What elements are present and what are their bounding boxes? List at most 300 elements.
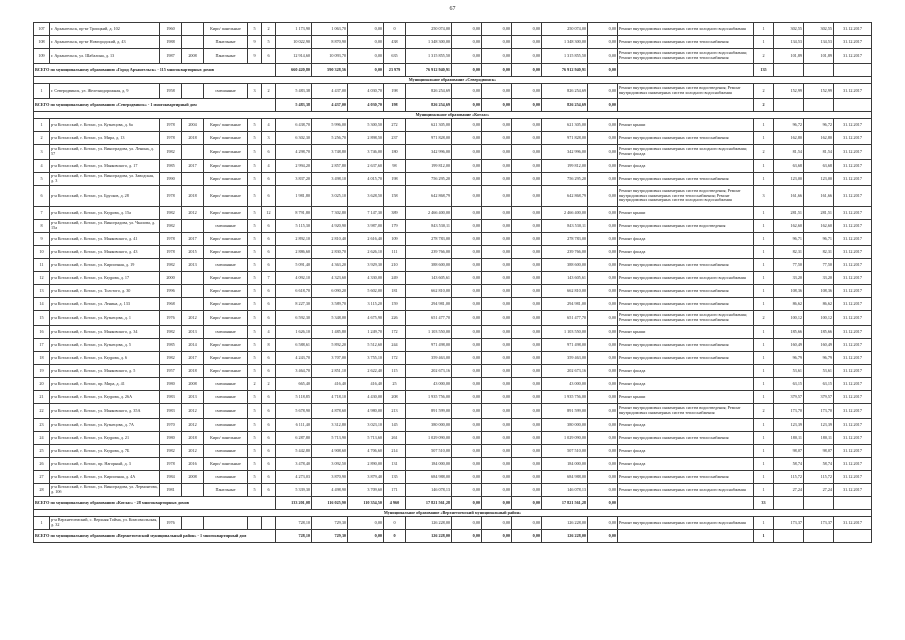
table-cell: 6 bbox=[262, 365, 276, 378]
table-cell bbox=[774, 64, 804, 77]
table-cell: 1 315 855,50 bbox=[406, 49, 452, 64]
table-cell: 1 485,80 bbox=[312, 326, 348, 339]
table-cell: 2018 bbox=[182, 432, 204, 445]
table-cell bbox=[804, 530, 834, 543]
table-cell: 2 892,10 bbox=[276, 233, 312, 246]
table-cell: 0,00 bbox=[452, 378, 482, 391]
table-cell: 5 bbox=[248, 207, 262, 220]
table-cell: 0,00 bbox=[512, 365, 542, 378]
table-cell: р-н Котласский, г. Котлас, ул. Толстого, д. 30 bbox=[50, 285, 160, 298]
table-cell: 1 315 855,50 bbox=[542, 49, 588, 64]
table-cell: смешанные bbox=[204, 378, 248, 391]
table-cell: 0,00 bbox=[512, 132, 542, 145]
table-cell: 7 bbox=[34, 207, 50, 220]
table-cell bbox=[618, 497, 754, 510]
table-cell: 108 bbox=[34, 36, 50, 49]
table-cell: 1 bbox=[754, 445, 774, 458]
table-cell: 3 879,40 bbox=[348, 471, 384, 484]
table-cell: 5 996,00 bbox=[312, 119, 348, 132]
table-cell: 0,00 bbox=[512, 145, 542, 160]
table-cell: 507 510,00 bbox=[542, 445, 588, 458]
table-cell bbox=[618, 99, 754, 112]
table-cell: 281,51 bbox=[774, 207, 804, 220]
table-cell: 3 707,00 bbox=[312, 352, 348, 365]
table-cell: 0,00 bbox=[512, 484, 542, 497]
table-cell bbox=[774, 497, 804, 510]
table-cell: 6 bbox=[262, 173, 276, 186]
table-cell: 1 bbox=[754, 132, 774, 145]
table-cell: Кирп/ панельные bbox=[204, 458, 248, 471]
municipality-header-row bbox=[34, 510, 872, 517]
table-cell: 1982 bbox=[160, 352, 182, 365]
table-cell: 180,11 bbox=[774, 432, 804, 445]
table-cell: 0,00 bbox=[348, 64, 384, 77]
table-cell: 1 348 300,00 bbox=[406, 36, 452, 49]
table-cell: Ремонт внутридомовых инженерных систем теплоснабжения bbox=[618, 352, 754, 365]
table-cell: 17 bbox=[34, 339, 50, 352]
table-cell: Ремонт внутридомовых инженерных систем холодного водоснабжения bbox=[618, 484, 754, 497]
table-cell: 199 812,00 bbox=[406, 160, 452, 173]
table-cell: 6 bbox=[262, 145, 276, 160]
table-cell: 642 868,79 bbox=[542, 186, 588, 207]
table-cell: 31.12.2017 bbox=[834, 285, 872, 298]
table-cell: 0,00 bbox=[512, 458, 542, 471]
table-cell: Муниципальное образование «Северодвинск» bbox=[34, 77, 872, 84]
table-cell: 159 bbox=[384, 298, 406, 311]
table-cell: 123,00 bbox=[774, 173, 804, 186]
table-cell: 2008 bbox=[182, 378, 204, 391]
table-cell: Кирп/ панельные bbox=[204, 145, 248, 160]
table-cell bbox=[182, 36, 204, 49]
table-cell: 101,89 bbox=[804, 49, 834, 64]
table-cell: 5 bbox=[248, 119, 262, 132]
table-cell: 5 678,90 bbox=[276, 404, 312, 419]
table-cell bbox=[618, 64, 754, 77]
table-cell: 4 980,00 bbox=[348, 404, 384, 419]
table-cell: 1978 bbox=[160, 132, 182, 145]
table-cell: 3 746,00 bbox=[348, 145, 384, 160]
table-cell: 15 bbox=[34, 311, 50, 326]
table-cell: 9 bbox=[248, 36, 262, 49]
table-row bbox=[34, 36, 872, 49]
table-cell: 25 bbox=[384, 378, 406, 391]
table-cell: 184 000,00 bbox=[406, 458, 452, 471]
table-cell: 6 592,30 bbox=[276, 311, 312, 326]
table-cell: 5 118,85 bbox=[276, 391, 312, 404]
table-cell: 96,72 bbox=[774, 119, 804, 132]
table-cell: 1978 bbox=[160, 186, 182, 207]
table-cell: 0,00 bbox=[482, 259, 512, 272]
table-cell: 359 463,00 bbox=[406, 352, 452, 365]
table-cell bbox=[774, 99, 804, 112]
table-cell: 0,00 bbox=[452, 298, 482, 311]
table-cell: 5 300,50 bbox=[348, 119, 384, 132]
table-cell: 1980 bbox=[160, 378, 182, 391]
table-cell: 0,00 bbox=[482, 484, 512, 497]
table-cell: 3 755,10 bbox=[348, 352, 384, 365]
table-cell: 2 bbox=[262, 23, 276, 36]
table-cell: 198 bbox=[384, 173, 406, 186]
table-cell bbox=[248, 517, 262, 530]
table-cell: 0,00 bbox=[512, 471, 542, 484]
table-cell: 173,70 bbox=[804, 404, 834, 419]
table-cell: 3 478,40 bbox=[276, 458, 312, 471]
table-cell: Кирп/ панельные bbox=[204, 23, 248, 36]
table-cell: 31.12.2017 bbox=[834, 259, 872, 272]
table-cell: 31.12.2017 bbox=[834, 339, 872, 352]
table-cell: р-н Котласский, г. Котлас, ул. Кузнецова, д. 7А bbox=[50, 419, 160, 432]
table-cell: 31.12.2017 bbox=[834, 272, 872, 285]
table-cell: 0 bbox=[384, 517, 406, 530]
table-cell: 379,57 bbox=[774, 391, 804, 404]
table-cell: 4 273,03 bbox=[276, 471, 312, 484]
table-cell: 0,00 bbox=[482, 36, 512, 49]
table-cell: 5 bbox=[248, 259, 262, 272]
table-cell: 43 000,00 bbox=[542, 378, 588, 391]
table-cell: 0,00 bbox=[452, 419, 482, 432]
table-cell: 6 bbox=[262, 404, 276, 419]
table-cell: 6 bbox=[262, 311, 276, 326]
table-cell: 662 810,00 bbox=[542, 285, 588, 298]
table-cell: 0,00 bbox=[512, 419, 542, 432]
table-cell: Ремонт внутридомовых инженерных систем теплоснабжения bbox=[618, 132, 754, 145]
table-row bbox=[34, 378, 872, 391]
table-cell: 0,00 bbox=[588, 391, 618, 404]
table-cell: Кирп/ панельные bbox=[204, 173, 248, 186]
table-cell: 684 988,00 bbox=[542, 471, 588, 484]
table-cell: 1968 bbox=[160, 298, 182, 311]
table-cell: Ремонт фасада bbox=[618, 458, 754, 471]
table-cell: смешанные bbox=[204, 471, 248, 484]
table-cell: 0,00 bbox=[482, 145, 512, 160]
table-cell bbox=[182, 298, 204, 311]
table-cell: 1988 bbox=[160, 36, 182, 49]
table-cell: 81,54 bbox=[774, 145, 804, 160]
table-cell: 208 bbox=[384, 391, 406, 404]
table-cell: Муниципальное образование «Верхнетоемский муниципальный район» bbox=[34, 510, 872, 517]
table-cell: 0,00 bbox=[588, 432, 618, 445]
table-cell: 23 bbox=[34, 419, 50, 432]
table-cell: 160,49 bbox=[774, 339, 804, 352]
table-cell: 4 323,60 bbox=[312, 272, 348, 285]
table-cell: 0,00 bbox=[588, 339, 618, 352]
table-cell: 0,00 bbox=[482, 471, 512, 484]
table-cell: 1982 bbox=[160, 220, 182, 233]
table-cell: 3 748,80 bbox=[312, 145, 348, 160]
table-cell: р-н Котласский, г. Котлас, ул. Маяковского, д. 35А bbox=[50, 404, 160, 419]
table-cell: 0,00 bbox=[452, 311, 482, 326]
table-cell: 3 bbox=[754, 186, 774, 207]
table-cell: 0,00 bbox=[452, 132, 482, 145]
table-cell: 2012 bbox=[182, 445, 204, 458]
table-cell: 826 254,69 bbox=[406, 84, 452, 99]
table-cell: 5 483,38 bbox=[276, 99, 312, 112]
table-row bbox=[34, 365, 872, 378]
table-cell: 5 bbox=[248, 419, 262, 432]
table-cell: Ремонт фасада bbox=[618, 419, 754, 432]
table-cell: р-н Котласский, г. Котлас, ул. Маяковского, д. 17 bbox=[50, 160, 160, 173]
table-cell: 0,00 bbox=[512, 119, 542, 132]
table-cell: 134,53 bbox=[804, 36, 834, 49]
table-cell: 31.12.2017 bbox=[834, 119, 872, 132]
table-cell: 0,00 bbox=[452, 246, 482, 259]
table-cell: 202 673,16 bbox=[542, 365, 588, 378]
table-cell: 5 bbox=[248, 445, 262, 458]
table-cell: 3 bbox=[34, 145, 50, 160]
table-cell: 17 821 561,28 bbox=[406, 497, 452, 510]
table-cell: 126 228,00 bbox=[406, 517, 452, 530]
table-cell: 143 605,61 bbox=[406, 272, 452, 285]
table-cell: 0,00 bbox=[452, 530, 482, 543]
table-cell: 281,51 bbox=[804, 207, 834, 220]
table-cell: 1 bbox=[754, 339, 774, 352]
table-cell: Ремонт внутридомовых инженерных систем теплоснабжения bbox=[618, 173, 754, 186]
table-cell: 31.12.2017 bbox=[834, 404, 872, 419]
table-cell: 31.12.2017 bbox=[834, 445, 872, 458]
table-cell: 214 bbox=[384, 445, 406, 458]
table-cell: Кирп/ панельные bbox=[204, 285, 248, 298]
table-cell: 244 bbox=[384, 339, 406, 352]
table-cell: 115,72 bbox=[804, 471, 834, 484]
table-cell: 1 173,90 bbox=[276, 23, 312, 36]
table-cell: 1984 bbox=[160, 471, 182, 484]
table-cell: 1987 bbox=[160, 49, 182, 64]
table-cell: 0,00 bbox=[482, 352, 512, 365]
table-cell: р-н Котласский, г. Котлас, ул. Кедрова, д. 6 bbox=[50, 352, 160, 365]
table-cell: 6 438,70 bbox=[276, 119, 312, 132]
table-cell: 3 092,50 bbox=[312, 458, 348, 471]
table-cell: 31.12.2017 bbox=[834, 432, 872, 445]
table-cell: 1 bbox=[754, 259, 774, 272]
table-cell: 0,00 bbox=[482, 497, 512, 510]
table-cell bbox=[618, 530, 754, 543]
table-cell: 1 bbox=[754, 233, 774, 246]
table-cell: 5 bbox=[248, 458, 262, 471]
table-cell: р-н Верхнетоемский, с. Верхняя Тойма, ул. Комсомольская, д. 32 bbox=[50, 517, 160, 530]
table-cell: 0,00 bbox=[452, 49, 482, 64]
table-row bbox=[34, 339, 872, 352]
table-cell: 0,00 bbox=[588, 220, 618, 233]
municipality-total-row bbox=[34, 530, 872, 543]
table-cell: 0,00 bbox=[348, 36, 384, 49]
table-cell: 5 bbox=[248, 365, 262, 378]
table-cell: Ремонт фасада bbox=[618, 233, 754, 246]
table-cell: 0,00 bbox=[588, 326, 618, 339]
table-cell: 0,00 bbox=[588, 99, 618, 112]
municipality-header-row bbox=[34, 77, 872, 84]
table-cell: ВСЕГО по муниципальному образованию «Котлас» - 28 многоквартирных домов bbox=[34, 497, 276, 510]
table-cell: 0,00 bbox=[588, 23, 618, 36]
table-cell: 1 bbox=[754, 326, 774, 339]
table-cell: 3 628,50 bbox=[348, 186, 384, 207]
table-cell: 5 256,70 bbox=[312, 132, 348, 145]
table-cell: 126 228,00 bbox=[542, 517, 588, 530]
table-cell: 173,37 bbox=[804, 517, 834, 530]
table-cell: 5 bbox=[248, 145, 262, 160]
table-cell: 98,07 bbox=[804, 445, 834, 458]
table-cell: 31.12.2017 bbox=[834, 233, 872, 246]
table-cell: 0,00 bbox=[512, 160, 542, 173]
table-cell: 1 bbox=[754, 207, 774, 220]
table-cell: 278 783,00 bbox=[542, 233, 588, 246]
table-cell: 684 988,00 bbox=[406, 471, 452, 484]
table-cell: 2 bbox=[754, 145, 774, 160]
table-cell: 5 bbox=[248, 23, 262, 36]
table-cell: 1982 bbox=[160, 326, 182, 339]
table-cell: 294 981,00 bbox=[406, 298, 452, 311]
table-cell: 4 437,00 bbox=[312, 84, 348, 99]
table-cell: 0,00 bbox=[482, 445, 512, 458]
table-cell: 8 227,30 bbox=[276, 298, 312, 311]
table-cell: 0,00 bbox=[512, 311, 542, 326]
table-cell: 123,39 bbox=[774, 419, 804, 432]
table-cell: 185,66 bbox=[774, 326, 804, 339]
table-cell: 0,00 bbox=[588, 311, 618, 326]
table-cell: 199 812,00 bbox=[542, 160, 588, 173]
table-cell: 86,62 bbox=[804, 298, 834, 311]
table-cell: 438 bbox=[384, 36, 406, 49]
table-cell: Кирп/ панельные bbox=[204, 160, 248, 173]
table-cell: 2 626,10 bbox=[348, 246, 384, 259]
table-cell: 116 025,90 bbox=[312, 497, 348, 510]
table-cell: г. Северодвинск, ул. Железнодорожная, д. 9 bbox=[50, 84, 160, 99]
table-cell: 359 463,00 bbox=[542, 352, 588, 365]
table-cell: 0,00 bbox=[588, 272, 618, 285]
table-cell: 6 111,40 bbox=[276, 419, 312, 432]
table-cell: 158 bbox=[384, 186, 406, 207]
table-cell: 0,00 bbox=[482, 99, 512, 112]
table-cell: 179 bbox=[384, 220, 406, 233]
table-cell: 0,00 bbox=[482, 311, 512, 326]
table-cell: 25 bbox=[34, 445, 50, 458]
table-cell: 0,00 bbox=[512, 326, 542, 339]
table-cell: Ремонт фасада bbox=[618, 246, 754, 259]
table-cell: 1983 bbox=[160, 391, 182, 404]
table-cell: 5 bbox=[248, 132, 262, 145]
table-cell: 621 305,00 bbox=[406, 119, 452, 132]
table-row bbox=[34, 404, 872, 419]
municipality-total-row bbox=[34, 99, 872, 112]
table-cell: 1 bbox=[754, 458, 774, 471]
table-cell: г. Архангельск, пр-кт Новгородский, д. 43 bbox=[50, 36, 160, 49]
table-cell: 5 602,00 bbox=[348, 285, 384, 298]
municipality-header-row bbox=[34, 112, 872, 119]
table-cell: р-н Котласский, г. Котлас, ул. Кедрова, д. 26А bbox=[50, 391, 160, 404]
table-cell: 0,00 bbox=[452, 173, 482, 186]
table-cell bbox=[204, 517, 248, 530]
table-cell: 31.12.2017 bbox=[834, 84, 872, 99]
table-cell: 82,31 bbox=[774, 246, 804, 259]
table-cell: 1 249,70 bbox=[348, 326, 384, 339]
table-cell: Кирп/ панельные bbox=[204, 352, 248, 365]
table-cell: смешанные bbox=[204, 220, 248, 233]
table-cell: 3 023,10 bbox=[348, 419, 384, 432]
table-cell: смешанные bbox=[204, 419, 248, 432]
table-cell: 0,00 bbox=[588, 246, 618, 259]
table-cell: 184 000,00 bbox=[542, 458, 588, 471]
table-cell: 1 bbox=[754, 517, 774, 530]
table-row bbox=[34, 471, 872, 484]
table-cell: 0,00 bbox=[512, 49, 542, 64]
table-cell: 145 bbox=[384, 419, 406, 432]
table-cell: 1 bbox=[754, 173, 774, 186]
table-cell: 729,30 bbox=[312, 517, 348, 530]
table-cell: 6 588,61 bbox=[276, 339, 312, 352]
table-cell: 0,00 bbox=[452, 186, 482, 207]
table-cell: 0,00 bbox=[512, 99, 542, 112]
table-row bbox=[34, 298, 872, 311]
table-cell: Ремонт фасада bbox=[618, 160, 754, 173]
table-cell: 1 bbox=[34, 119, 50, 132]
table-cell: 342 996,00 bbox=[542, 145, 588, 160]
table-cell: 0,00 bbox=[588, 64, 618, 77]
table-cell: 31.12.2017 bbox=[834, 517, 872, 530]
table-cell: 135 bbox=[384, 471, 406, 484]
table-row bbox=[34, 246, 872, 259]
table-cell: Ремонт внутридомовых инженерных систем теплоснабжения bbox=[618, 298, 754, 311]
table-cell: 2 886,60 bbox=[276, 246, 312, 259]
table-row bbox=[34, 145, 872, 160]
table-cell: 239 766,00 bbox=[542, 246, 588, 259]
table-row bbox=[34, 119, 872, 132]
table-cell: 1 981,80 bbox=[276, 186, 312, 207]
table-cell: 101,89 bbox=[774, 49, 804, 64]
table-cell: 22 bbox=[34, 404, 50, 419]
table-cell: 96,71 bbox=[804, 233, 834, 246]
table-cell: 13 bbox=[34, 285, 50, 298]
table-cell: 16 bbox=[34, 326, 50, 339]
table-cell: р-н Котласский, г. Котлас, ул. Кедрова, д. 17 bbox=[50, 272, 160, 285]
table-cell: 0,00 bbox=[588, 404, 618, 419]
table-cell: 161,66 bbox=[774, 186, 804, 207]
table-cell: 5 bbox=[248, 471, 262, 484]
table-cell: Кирп/ панельные bbox=[204, 298, 248, 311]
table-cell: 27,24 bbox=[774, 484, 804, 497]
table-cell: 5 713,90 bbox=[312, 432, 348, 445]
table-cell: р-н Котласский, г. Котлас, ул. Кирпичная, д. 19 bbox=[50, 259, 160, 272]
table-cell: 4 718,10 bbox=[312, 391, 348, 404]
table-cell: 1 bbox=[34, 517, 50, 530]
table-cell: 2014 bbox=[182, 339, 204, 352]
table-cell: 6 bbox=[262, 458, 276, 471]
table-cell: 1980 bbox=[160, 432, 182, 445]
table-cell: 0,00 bbox=[588, 458, 618, 471]
table-cell: 31.12.2017 bbox=[834, 365, 872, 378]
table-cell: 0,00 bbox=[588, 259, 618, 272]
table-cell: 0,00 bbox=[512, 530, 542, 543]
table-cell: 0,00 bbox=[452, 484, 482, 497]
table-cell: 17 821 561,28 bbox=[542, 497, 588, 510]
table-cell: 5 bbox=[248, 272, 262, 285]
table-cell: Ремонт внутридомовых инженерных систем холодного водоснабжения bbox=[618, 272, 754, 285]
table-cell: 31.12.2017 bbox=[834, 220, 872, 233]
table-cell: 4 437,00 bbox=[312, 99, 348, 112]
table-cell: 162,80 bbox=[774, 132, 804, 145]
table-cell: 161,66 bbox=[804, 186, 834, 207]
table-cell: Ремонт внутридомовых инженерных систем холодного водоснабжения bbox=[618, 517, 754, 530]
table-cell: 0,00 bbox=[588, 445, 618, 458]
table-cell: 0,00 bbox=[482, 272, 512, 285]
table-cell: 109 bbox=[34, 49, 50, 64]
table-cell: Ремонт внутридомовых инженерных систем водоотведения; Ремонт внутридомовых инженерных систем теплоснабжения bbox=[618, 404, 754, 419]
table-cell: 5 892,20 bbox=[312, 339, 348, 352]
table-cell: 31.12.2017 bbox=[834, 246, 872, 259]
table-cell: 0,00 bbox=[588, 145, 618, 160]
table-cell: р-н Котласский, г. Котлас, ул. Кедрова, д. 15а bbox=[50, 207, 160, 220]
table-cell: 1957 bbox=[160, 365, 182, 378]
table-cell: 126 228,00 bbox=[406, 530, 452, 543]
table-cell: р-н Котласский, г. Котлас, ул. Виноградова, ул. Чкалова, д. 15а bbox=[50, 220, 160, 233]
